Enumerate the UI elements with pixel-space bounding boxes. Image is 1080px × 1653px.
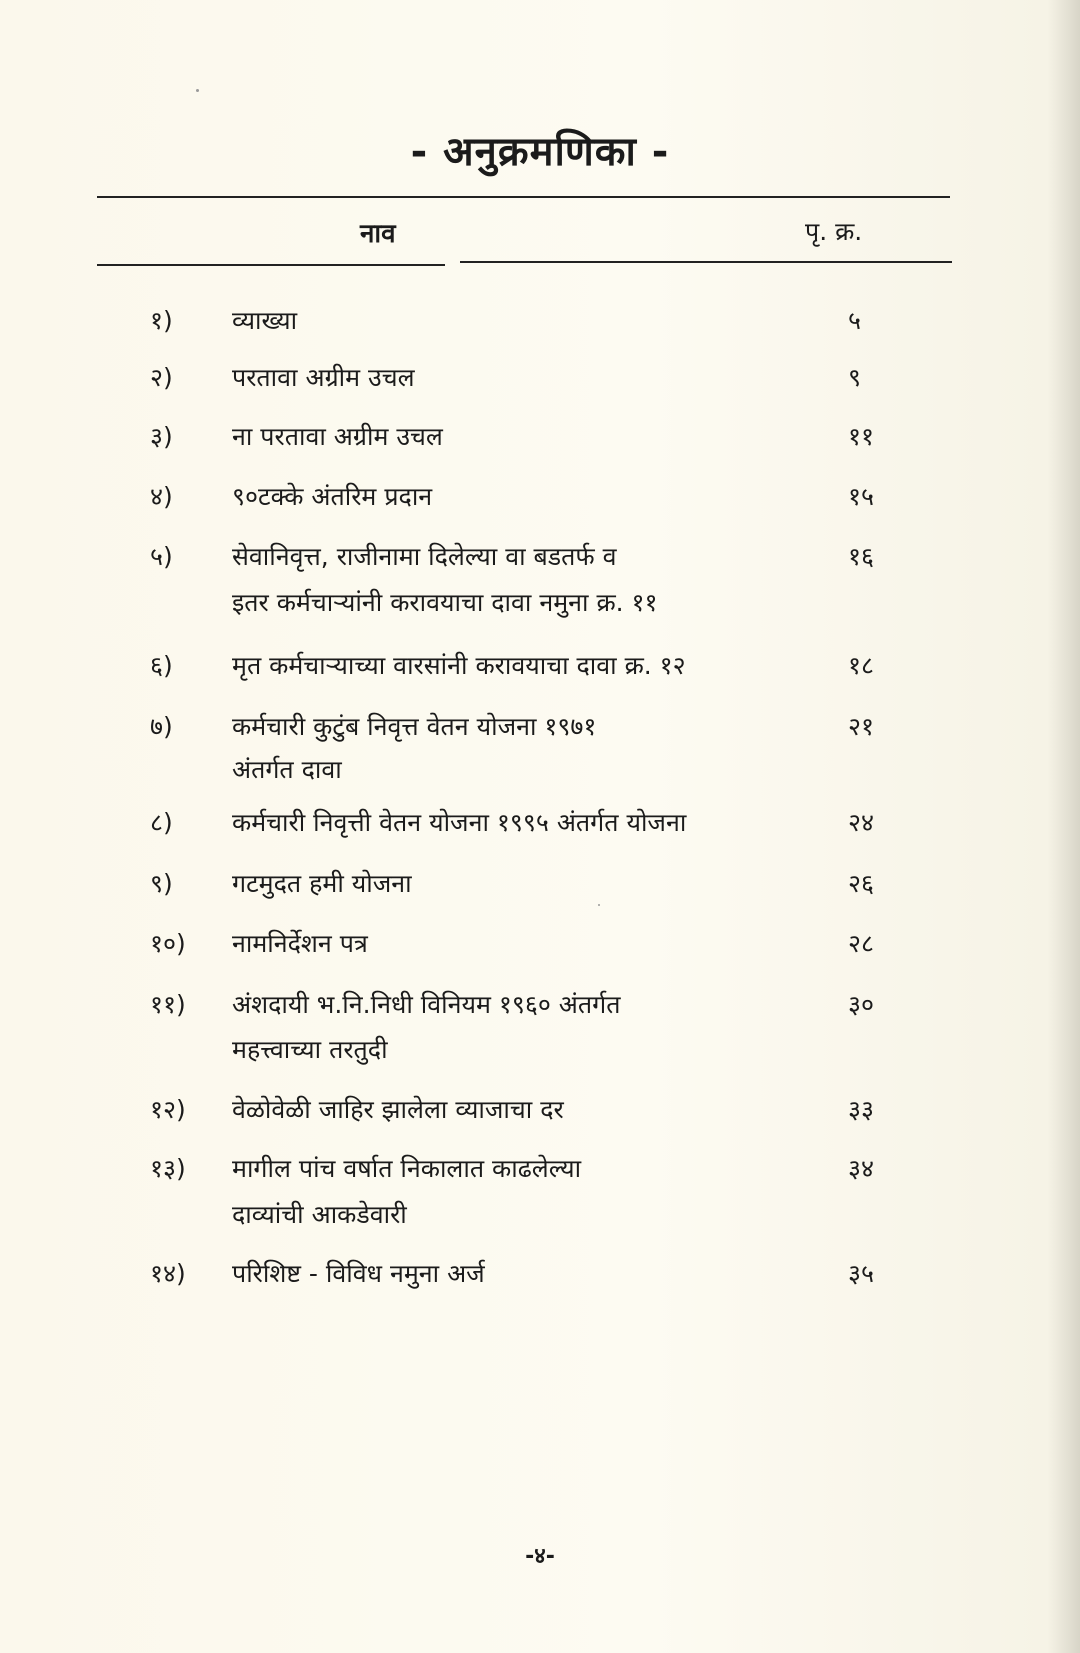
entry-title: वेळोवेळी जाहिर झालेला व्याजाचा दर <box>232 1095 564 1124</box>
entry-page: २४ <box>848 808 875 837</box>
entry-number: ९) <box>150 869 173 898</box>
entry-title: ९०टक्के अंतरिम प्रदान <box>232 482 433 511</box>
entry-page: २१ <box>848 712 875 741</box>
entry-page: ५ <box>848 306 862 335</box>
entry-number: १२) <box>150 1095 186 1124</box>
entry-title: अंशदायी भ.नि.निधी विनियम १९६० अंतर्गत <box>232 990 621 1019</box>
entry-title: गटमुदत हमी योजना <box>232 869 412 898</box>
entry-page: १५ <box>848 482 875 511</box>
entry-page: १८ <box>848 651 875 680</box>
entry-title: परतावा अग्रीम उचल <box>232 363 415 392</box>
page-title: - अनुक्रमणिका - <box>410 129 670 175</box>
entry-number: १४) <box>150 1259 186 1288</box>
entry-title: परिशिष्ट - विविध नमुना अर्ज <box>232 1259 485 1288</box>
entry-number: १०) <box>150 929 186 958</box>
entry-title-line2: इतर कर्मचाऱ्यांनी करावयाचा दावा नमुना क्र. ११ <box>232 588 658 617</box>
entry-number: ३) <box>150 422 173 451</box>
header-bottom-rule-right <box>460 261 952 263</box>
entry-title: सेवानिवृत्त, राजीनामा दिलेल्या वा बडतर्फ व <box>232 542 617 571</box>
column-header-name: नाव <box>360 219 396 249</box>
entry-title: मृत कर्मचाऱ्याच्या वारसांनी करावयाचा दावा क्र. १२ <box>232 651 686 680</box>
entry-page: ३० <box>848 990 875 1019</box>
entry-page: ३४ <box>848 1154 875 1183</box>
entry-number: ६) <box>150 651 173 680</box>
header-bottom-rule-left <box>97 264 445 266</box>
entry-title: कर्मचारी कुटुंब निवृत्त वेतन योजना १९७१ <box>232 712 597 741</box>
entry-title-line2: अंतर्गत दावा <box>232 755 342 784</box>
entry-page: ३५ <box>848 1259 875 1288</box>
paper-speck <box>196 89 199 92</box>
header-top-rule <box>97 196 950 198</box>
entry-page: २६ <box>848 869 875 898</box>
entry-number: १३) <box>150 1154 186 1183</box>
page-number: -४- <box>525 1544 555 1569</box>
entry-page: ९ <box>848 363 862 392</box>
entry-title: कर्मचारी निवृत्ती वेतन योजना १९९५ अंतर्गत योजना <box>232 808 687 837</box>
entry-title: नामनिर्देशन पत्र <box>232 929 368 958</box>
entry-title: मागील पांच वर्षात निकालात काढलेल्या <box>232 1154 582 1183</box>
entry-page: १६ <box>848 542 875 571</box>
entry-page: ३३ <box>848 1095 875 1124</box>
entry-title-line2: महत्त्वाच्या तरतुदी <box>232 1035 388 1064</box>
entry-title: ना परतावा अग्रीम उचल <box>232 422 443 451</box>
entry-page: २८ <box>848 929 875 958</box>
entry-number: ८) <box>150 808 173 837</box>
entry-number: १) <box>150 306 173 335</box>
entry-title: व्याख्या <box>232 306 298 335</box>
entry-number: ५) <box>150 542 173 571</box>
entry-number: २) <box>150 363 173 392</box>
entry-number: ७) <box>150 712 173 741</box>
entry-title-line2: दाव्यांची आकडेवारी <box>232 1200 407 1229</box>
column-header-page: पृ. क्र. <box>805 217 863 246</box>
entry-number: ४) <box>150 482 173 511</box>
entry-number: ११) <box>150 990 186 1019</box>
entry-page: ११ <box>848 422 875 451</box>
